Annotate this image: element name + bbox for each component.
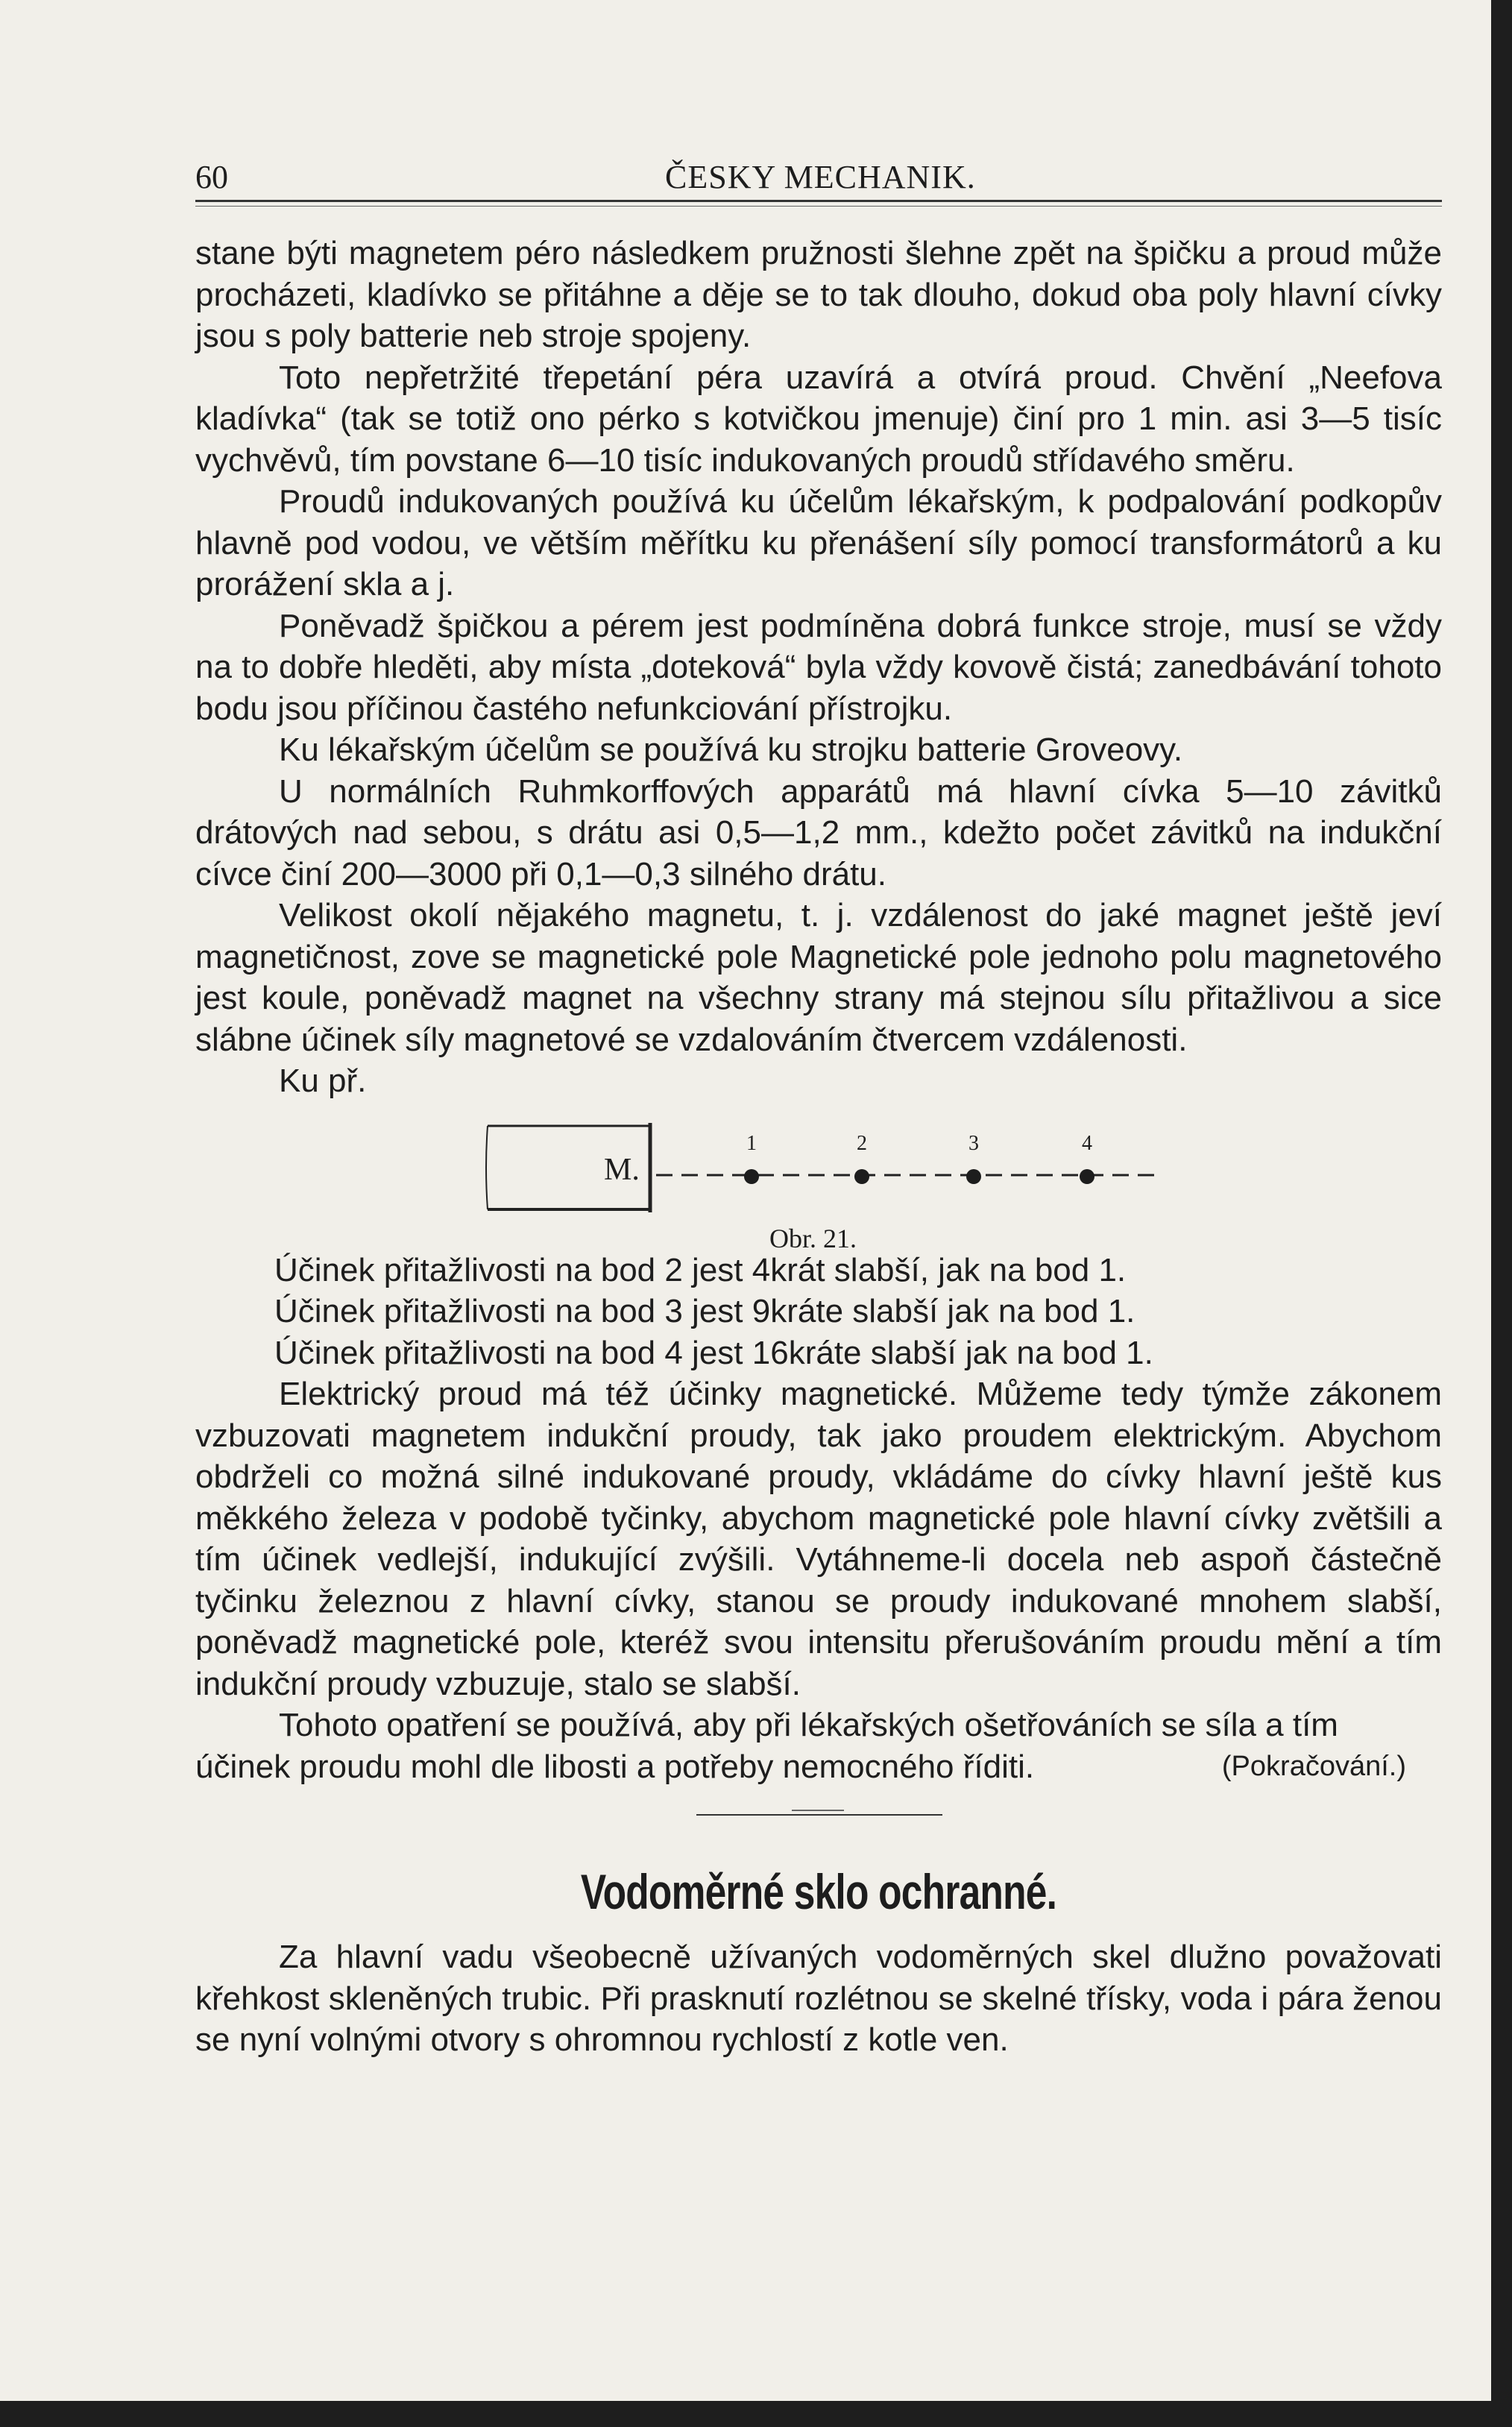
continued-note: (Pokračování.) [1221,1750,1406,1782]
paragraph: Toto nepřetržité třepetání péra uzavírá a otvírá proud. Chvění „Neefova kladívka“ (tak se totiž ono pérko s kotvičkou jmenuje) činí pro 1 min. asi 3—5 tisíc vychvěvů, tím povstane 6—10 tisíc indukovaných proudů střídavého směru. [195,359,1442,479]
paragraph: stane býti magnetem péro následkem pružnosti šlehne zpět na špičku a proud může procházeti, kladívko se přitáhne a děje se to tak dlouho, dokud oba poly hlavní cívky jsou s poly batterie neb stroje spojeny. [195,235,1442,354]
figure-caption: Obr. 21. [769,1223,857,1253]
header-rule [195,200,1442,202]
page-header [195,158,1442,195]
magnet-field-diagram [195,1108,1442,1220]
point-label-4: 4 [1082,1131,1092,1155]
closing-line-2: účinek proudu mohl dle libosti a potřeby nemocného říditi. [195,1748,1035,1785]
closing-line-2-row [195,1746,1442,1788]
point-label-2: 2 [857,1131,867,1155]
magnet-label: M. [604,1152,640,1187]
point-4 [1080,1169,1094,1184]
example-intro: Ku př. [279,1063,367,1099]
article-body [195,233,1442,2061]
paragraph: Velikost okolí nějakého magnetu, t. j. vzdálenost do jaké magnet ještě jeví magnetičnost, zove se magnetické pole Magnetické pole jednoho polu magnetového jest koule, poněvadž magnet na všechny strany má stejnou sílu přitažlivou a sice slábne účinek síly magnetové se vzdalováním čtvercem vzdálenosti. [195,897,1442,1058]
result-line: Účinek přitažlivosti na bod 3 jest 9kráte slabší jak na bod 1. [274,1293,1135,1329]
paragraph: Poněvadž špičkou a pérem jest podmíněna dobrá funkce stroje, musí se vždy na to dobře hleděti, aby místa „doteková“ byla vždy kovově čistá; zanedbávání tohoto bodu jsou příčinou častého nefunkciování přístrojku. [195,607,1442,727]
section-title: Vodoměrné sklo ochranné. [580,1864,1057,1919]
point-3 [966,1169,981,1184]
results-list [195,1250,1442,1374]
journal-title: ČESKY MECHANIK. [665,159,976,195]
page-number: 60 [195,159,228,195]
section-paragraph: Za hlavní vadu všeobecně užívaných vodoměrných skel dlužno považovati křehkost skleněných trubic. Při prasknutí rozlétnou se skelné třísky, voda i pára ženou se nyní volnými otvory s ohromnou rychlostí z kotle ven. [195,1939,1442,2058]
paragraph: U normálních Ruhmkorffových apparátů má hlavní cívka 5—10 závitků drátových nad sebou, s drátu asi 0,5—1,2 mm., kdežto počet závitků na indukční cívce činí 200—3000 při 0,1—0,3 silného drátu. [195,772,1442,893]
paragraph: Ku lékařským účelům se používá ku strojku batterie Groveovy. [279,731,1183,768]
point-1 [744,1169,759,1184]
point-2 [854,1169,869,1184]
section-divider [195,1787,1442,1848]
header-rule-thin [195,206,1442,207]
figure-21 [195,1108,1442,1253]
result-line: Účinek přitažlivosti na bod 2 jest 4krát slabší, jak na bod 1. [274,1251,1127,1288]
paragraph: Proudů indukovaných používá ku účelům lékařským, k podpalování podkopův hlavně pod vodou, ve větším měřítku ku přenášení síly pomocí transformátorů a ku prorážení skla a j. [195,483,1442,602]
result-line: Účinek přitažlivosti na bod 4 jest 16kráte slabší jak na bod 1. [274,1334,1153,1371]
closing-line-1: Tohoto opatření se používá, aby při lékařských ošetřováních se síla a tím [279,1707,1338,1743]
point-label-3: 3 [968,1131,979,1155]
paragraph: Elektrický proud má též účinky magnetické. Můžeme tedy týmže zákonem vzbuzovati magnetem indukční proudy, tak jako proudem elektrickým. Abychom obdrželi co možná silné indukované proudy, vkládáme do cívky hlavní ještě kus měkkého železa v podobě tyčinky, abychom magnetické pole hlavní cívky zvětšili a tím účinek vedlejší, indukující zvýšili. Vytáhneme-li docela neb aspoň částečně tyčinku železnou z hlavní cívky, stanou se proudy indukované mnohem slabší, poněvadž magnetické pole, kteréž svou intensitu přerušováním proudu mění a tím indukční proudy vzbuzuje, stalo se slabší. [195,1376,1442,1702]
point-label-1: 1 [746,1131,757,1155]
